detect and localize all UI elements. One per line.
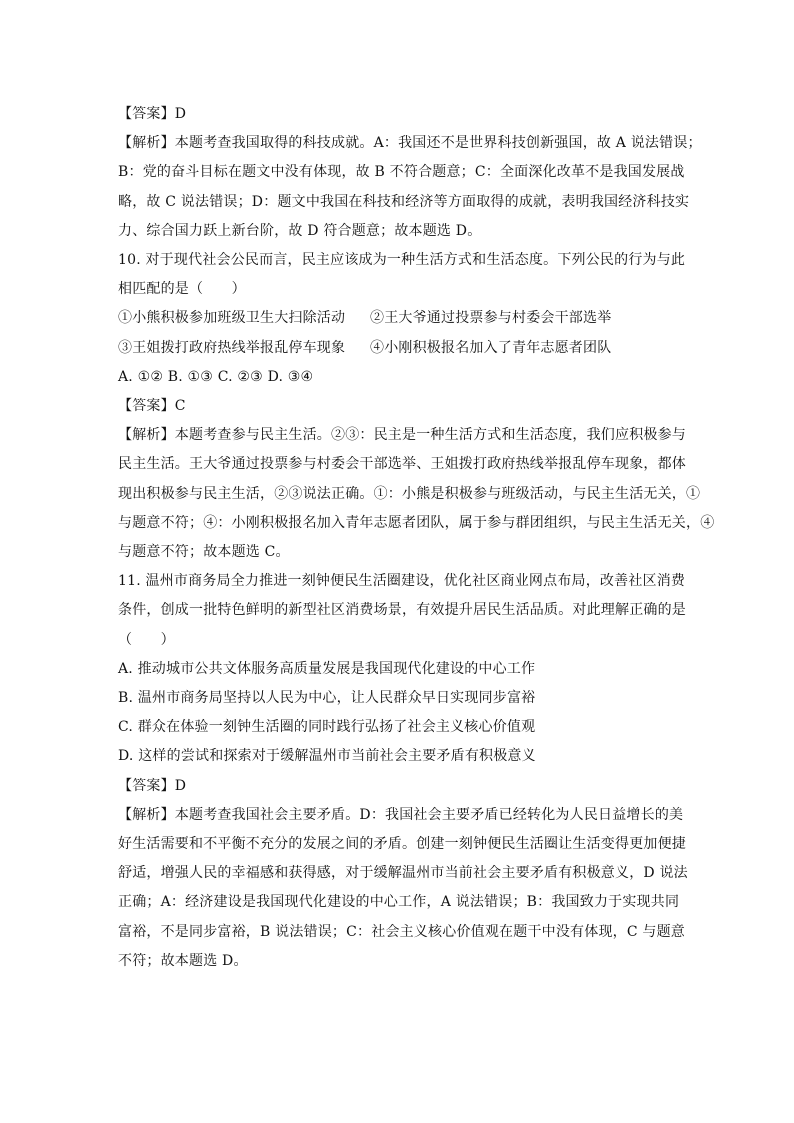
q11-analysis — [118, 801, 688, 976]
q11-option-c: C. 群众在体验一刻钟生活圈的同时践行弘扬了社会主义核心价值观 — [118, 719, 536, 736]
q10-analysis-line: 与题意不符；故本题选 C。 — [118, 544, 290, 561]
q11-analysis-line: 舒适，增强人民的幸福感和获得感，对于缓解温州市当前社会主要矛盾有积极意义，D 说法 — [118, 865, 688, 882]
q11-stem-line: （ ） — [118, 631, 175, 648]
q10-analysis — [118, 421, 715, 567]
q10-items-row — [118, 334, 683, 363]
q10-analysis-line: 与题意不符；④：小刚积极报名加入青年志愿者团队，属于参与群团组织，与民主生活无关，④ — [118, 514, 715, 531]
q11-option-a: A. 推动城市公共文体服务高质量发展是我国现代化建设的中心工作 — [118, 660, 536, 677]
q11-analysis-line: 不符；故本题选 D。 — [118, 952, 248, 969]
q9-analysis-line: B：党的奋斗目标在题文中没有体现，故 B 不符合题意；C：全面深化改革不是我国发展战 — [118, 164, 685, 181]
q11-stem-line: 条件，创成一批特色鲜明的新型社区消费场景，有效提升居民生活品质。对此理解正确的是 — [118, 602, 686, 619]
q10-item: ①小熊积极参加班级卫生大扫除活动 — [118, 310, 346, 327]
q11-analysis-line: 正确；A：经济建设是我国现代化建设的中心工作，A 说法错误；B：我国致力于实现共同 — [118, 894, 680, 911]
q9-analysis — [118, 129, 702, 246]
document-page — [118, 100, 715, 976]
q11-analysis-line: 【解析】本题考查我国社会主要矛盾。D：我国社会主要矛盾已经转化为人民日益增长的美 — [118, 806, 684, 823]
q9-analysis-line: 【解析】本题考查我国取得的科技成就。A：我国还不是世界科技创新强国，故 A 说法错误； — [118, 135, 702, 152]
q10-item: ④小刚积极报名加入了青年志愿者团队 — [370, 339, 612, 356]
q11-analysis-line: 好生活需要和不平衡不充分的发展之间的矛盾。创建一刻钟便民生活圈让生活变得更加便捷 — [118, 836, 686, 853]
q10-stem-line: 10. 对于现代社会公民而言，民主应该成为一种生活方式和生活态度。下列公民的行为与此 — [118, 252, 686, 269]
q9-analysis-line: 力、综合国力跃上新台阶，故 D 符合题意；故本题选 D。 — [118, 222, 482, 239]
q11-stem — [118, 567, 686, 655]
q10-item: ③王姐拨打政府热线举报乱停车现象 — [118, 339, 346, 356]
q10-choices: A. ①② B. ①③ C. ②③ D. ③④ — [118, 368, 314, 385]
q10-stem-line: 相匹配的是（ ） — [118, 281, 246, 298]
q10-item: ②王大爷通过投票参与村委会干部选举 — [370, 310, 612, 327]
q9-answer: 【答案】D — [118, 106, 187, 122]
q10-items-row — [118, 304, 683, 333]
q10-analysis-line: 现出积极参与民主生活，②③说法正确。①：小熊是积极参与班级活动，与民主生活无关，① — [118, 485, 701, 502]
q11-analysis-line: 富裕，不是同步富裕，B 说法错误；C：社会主义核心价值观在题干中没有体现，C 与题意 — [118, 923, 686, 940]
q10-analysis-line: 民主生活。王大爷通过投票参与村委会干部选举、王姐拨打政府热线举报乱停车现象，都体 — [118, 456, 686, 473]
q11-options — [118, 655, 683, 772]
q10-answer: 【答案】C — [118, 398, 186, 415]
q11-option-b: B. 温州市商务局坚持以人民为中心，让人民群众早日实现同步富裕 — [118, 690, 536, 707]
q10-stem — [118, 246, 686, 304]
q11-stem-line: 11. 温州市商务局全力推进一刻钟便民生活圈建设，优化社区商业网点布局，改善社区消费 — [118, 573, 686, 590]
q9-analysis-line: 略，故 C 说法错误；D：题文中我国在科技和经济等方面取得的成就，表明我国经济科技实 — [118, 193, 690, 210]
q11-answer: 【答案】D — [118, 777, 187, 794]
q10-analysis-line: 【解析】本题考查参与民主生活。②③：民主是一种生活方式和生活态度，我们应积极参与 — [118, 427, 686, 444]
q11-option-d: D. 这样的尝试和探索对于缓解温州市当前社会主要矛盾有积极意义 — [118, 748, 536, 765]
